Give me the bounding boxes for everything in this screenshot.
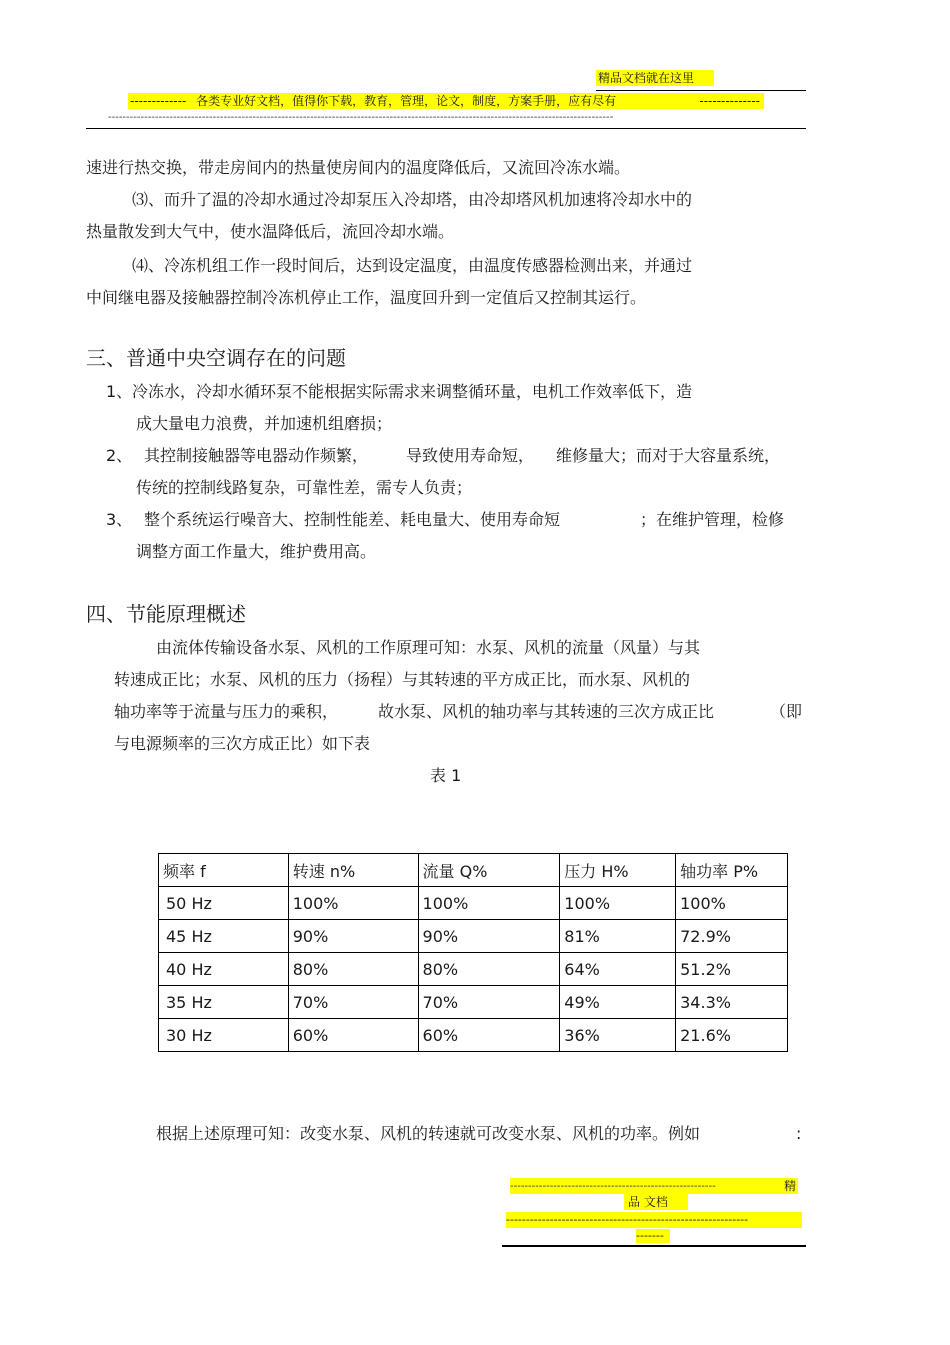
list-item-text: 导致使用寿命短， <box>406 446 535 465</box>
table-cell: 70% <box>418 986 560 1019</box>
table-row <box>159 953 788 986</box>
footer-line-4: ------- <box>636 1229 670 1243</box>
header-tag: 精品文档就在这里 <box>596 70 714 86</box>
header-rule-top <box>596 90 806 91</box>
footer-rule <box>502 1245 806 1247</box>
table-cell: 50 Hz <box>159 887 289 920</box>
paragraph-line: 速进行热交换，带走房间内的热量使房间内的温度降低后，又流回冷冻水端。 <box>86 158 631 177</box>
table-row <box>159 887 788 920</box>
list-item-number: 3、 <box>106 510 133 529</box>
frequency-table <box>158 853 788 1052</box>
paragraph-line: ⑷、冷冻机组工作一段时间后，达到设定温度，由温度传感器检测出来，并通过 <box>132 256 693 275</box>
paragraph-line: 热量散发到大气中，使水温降低后，流回冷却水端。 <box>86 222 455 241</box>
list-item-text: 成大量电力浪费，并加速机组磨损； <box>136 414 393 433</box>
table-cell: 100% <box>676 887 788 920</box>
paragraph-line: ⑶、而升了温的冷却水通过冷却泵压入冷却塔，由冷却塔风机加速将冷却水中的 <box>132 190 693 209</box>
table-cell: 21.6% <box>676 1019 788 1052</box>
footer-line-1 <box>510 1178 798 1194</box>
table-cell: 64% <box>560 953 676 986</box>
table-cell: 36% <box>560 1019 676 1052</box>
footer-tag-part: 精 <box>783 1179 796 1193</box>
table-header-row <box>159 854 788 887</box>
paragraph-line: 故水泵、风机的轴功率与其转速的三次方成正比 <box>378 702 715 721</box>
footer-line-2: 品 文档 <box>624 1194 688 1210</box>
paragraph-line: 由流体传输设备水泵、风机的工作原理可知：水泵、风机的流量（风量）与其 <box>156 638 701 657</box>
paragraph-line: （即 <box>770 702 803 721</box>
list-item-number: 1、 <box>106 382 133 401</box>
table-header-cell: 转速 n% <box>288 854 418 887</box>
table-cell: 30 Hz <box>159 1019 289 1052</box>
header-slogan-suffix: -------------- <box>699 94 760 108</box>
section-heading: 三、普通中央空调存在的问题 <box>86 346 346 370</box>
header-slogan-prefix: ------------- <box>130 94 187 108</box>
table-cell: 34.3% <box>676 986 788 1019</box>
table-cell: 70% <box>288 986 418 1019</box>
list-item-text: 冷冻水，冷却水循环泵不能根据实际需求来调整循环量，电机工作效率低下，造 <box>132 382 693 401</box>
table-cell: 80% <box>418 953 560 986</box>
footer-dash: --------------------------------------------------------- <box>510 1181 716 1192</box>
paragraph-line: 与电源频率的三次方成正比）如下表 <box>114 734 371 753</box>
table-header-cell: 压力 H% <box>560 854 676 887</box>
list-item-text: 整个系统运行噪音大、控制性能差、耗电量大、使用寿命短 <box>144 510 561 529</box>
list-item-text: 维修量大；而对于大容量系统， <box>556 446 781 465</box>
list-item-text: 传统的控制线路复杂，可靠性差，需专人负责； <box>136 478 473 497</box>
paragraph-line: 中间继电器及接触器控制冷冻机停止工作，温度回升到一定值后又控制其运行。 <box>86 288 647 307</box>
table-cell: 51.2% <box>676 953 788 986</box>
table-caption: 表 1 <box>430 766 462 785</box>
list-item-text: ；在维护管理，检修 <box>640 510 785 529</box>
conclusion-text: 根据上述原理可知：改变水泵、风机的转速就可改变水泵、风机的功率。例如 <box>156 1124 701 1143</box>
table-cell: 72.9% <box>676 920 788 953</box>
table-header-cell: 流量 Q% <box>418 854 560 887</box>
table-cell: 100% <box>560 887 676 920</box>
table-header-cell: 轴功率 P% <box>676 854 788 887</box>
paragraph-line: 转速成正比；水泵、风机的压力（扬程）与其转速的平方成正比，而水泵、风机的 <box>114 670 691 689</box>
conclusion-colon: : <box>796 1124 802 1143</box>
list-item-number: 2、 <box>106 446 133 465</box>
table-cell: 60% <box>288 1019 418 1052</box>
table-header-cell: 频率 f <box>159 854 289 887</box>
table-cell: 90% <box>418 920 560 953</box>
table-cell: 35 Hz <box>159 986 289 1019</box>
table-row <box>159 1019 788 1052</box>
list-item-text: 其控制接触器等电器动作频繁， <box>144 446 369 465</box>
table-cell: 100% <box>418 887 560 920</box>
table-cell: 90% <box>288 920 418 953</box>
table-cell: 81% <box>560 920 676 953</box>
list-item-text: 调整方面工作量大，维护费用高。 <box>136 542 377 561</box>
table-row <box>159 986 788 1019</box>
paragraph-line: 轴功率等于流量与压力的乘积， <box>114 702 339 721</box>
table-cell: 45 Hz <box>159 920 289 953</box>
table-cell: 80% <box>288 953 418 986</box>
footer-line-3: ------------------------------------------------------------- <box>506 1212 802 1228</box>
table-cell: 40 Hz <box>159 953 289 986</box>
header-dash-line: -------------------------------------------------------------------------------------------------------------------------------------------- <box>108 112 614 123</box>
table-row <box>159 920 788 953</box>
section-heading: 四、节能原理概述 <box>86 602 246 626</box>
table-cell: 60% <box>418 1019 560 1052</box>
table-cell: 49% <box>560 986 676 1019</box>
table-cell: 100% <box>288 887 418 920</box>
header-slogan-bar <box>128 93 764 109</box>
header-slogan: 各类专业好文档，值得你下载，教育，管理，论文，制度，方案手册，应有尽有 <box>196 94 617 108</box>
header-rule-bottom <box>86 128 806 129</box>
